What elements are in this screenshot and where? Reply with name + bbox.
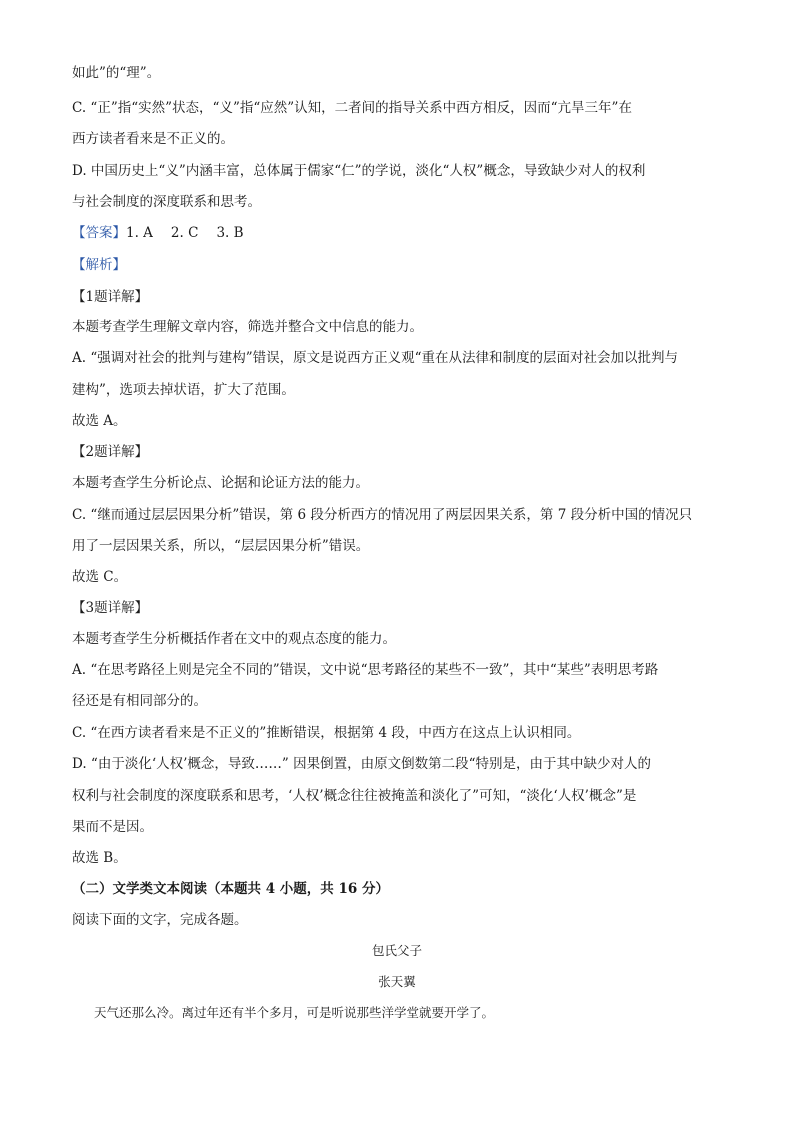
q3-option-d-line-3: 果而不是因。 (72, 819, 153, 835)
answer-label: 【答案】 (72, 225, 126, 241)
story-first-line: 天气还那么冷。离过年还有半个多月，可是听说那些洋学堂就要开学了。 (94, 1005, 495, 1020)
answer-3: 3. B (216, 225, 244, 241)
q3-label: 【3题详解】 (72, 600, 149, 616)
answer-2: 2. C (170, 225, 199, 241)
q2-label: 【2题详解】 (72, 444, 149, 460)
story-author: 张天翼 (378, 974, 416, 989)
q3-option-d-line-2: 权利与社会制度的深度联系和思考，‘人权’概念往往被掩盖和淡化了”可知，“淡化‘人权’概念”是 (72, 788, 637, 804)
story-title: 包氏父子 (371, 943, 422, 958)
q1-label: 【1题详解】 (72, 289, 149, 305)
q3-option-c-line: C. “在西方读者看来是不正义的”推断错误，根据第 4 段，中西方在这点上认识相同。 (72, 725, 581, 741)
q2-intro: 本题考查学生分析论点、论据和论证方法的能力。 (72, 475, 369, 491)
q3-intro: 本题考查学生分析概括作者在文中的观点态度的能力。 (72, 631, 396, 647)
q3-option-a-line-1: A. “在思考路径上则是完全不同的”错误，文中说“思考路径的某些不一致”，其中“某些”表明思考路 (72, 662, 659, 678)
option-b-tail: 如此”的“理”。 (72, 65, 161, 81)
q3-option-a-line-2: 径还是有相同部分的。 (72, 693, 207, 709)
answer-1: 1. A (126, 225, 153, 241)
section-title: （二）文学类文本阅读（本题共 4 小题，共 16 分） (72, 881, 389, 897)
option-c-line-2: 西方读者看来是不正义的。 (72, 131, 234, 147)
answer-row (72, 224, 262, 242)
q1-option-a-line-1: A. “强调对社会的批判与建构”错误，原文是说西方正义观“重在从法律和制度的层面对社会加以批判与 (72, 350, 679, 366)
section-intro: 阅读下面的文字，完成各题。 (72, 912, 248, 928)
option-d-line-1: D. 中国历史上“义”内涵丰富，总体属于儒家“仁”的学说，淡化“人权”概念，导致缺少对人的权利 (72, 163, 646, 179)
q3-conclusion: 故选 B。 (72, 850, 127, 866)
q2-option-c-line-2: 用了一层因果关系，所以，“层层因果分析”错误。 (72, 538, 370, 554)
q1-conclusion: 故选 A。 (72, 413, 127, 429)
option-d-line-2: 与社会制度的深度联系和思考。 (72, 194, 261, 210)
analysis-label: 【解析】 (72, 257, 126, 273)
q2-conclusion: 故选 C。 (72, 569, 128, 585)
q3-option-d-line-1: D. “由于淡化‘人权’概念，导致……” 因果倒置，由原文倒数第二段“特别是，由于其中缺少对人的 (72, 756, 652, 772)
option-c-line-1: C. “正”指“实然”状态，“义”指“应然”认知，二者间的指导关系中西方相反，因而“亢旱三年”在 (72, 100, 632, 116)
q1-option-a-line-2: 建构”，选项去掉状语，扩大了范围。 (72, 382, 295, 398)
q1-intro: 本题考查学生理解文章内容，筛选并整合文中信息的能力。 (72, 319, 423, 335)
q2-option-c-line-1: C. “继而通过层层因果分析”错误，第 6 段分析西方的情况用了两层因果关系，第 7 段分析中国的情况只 (72, 507, 693, 523)
